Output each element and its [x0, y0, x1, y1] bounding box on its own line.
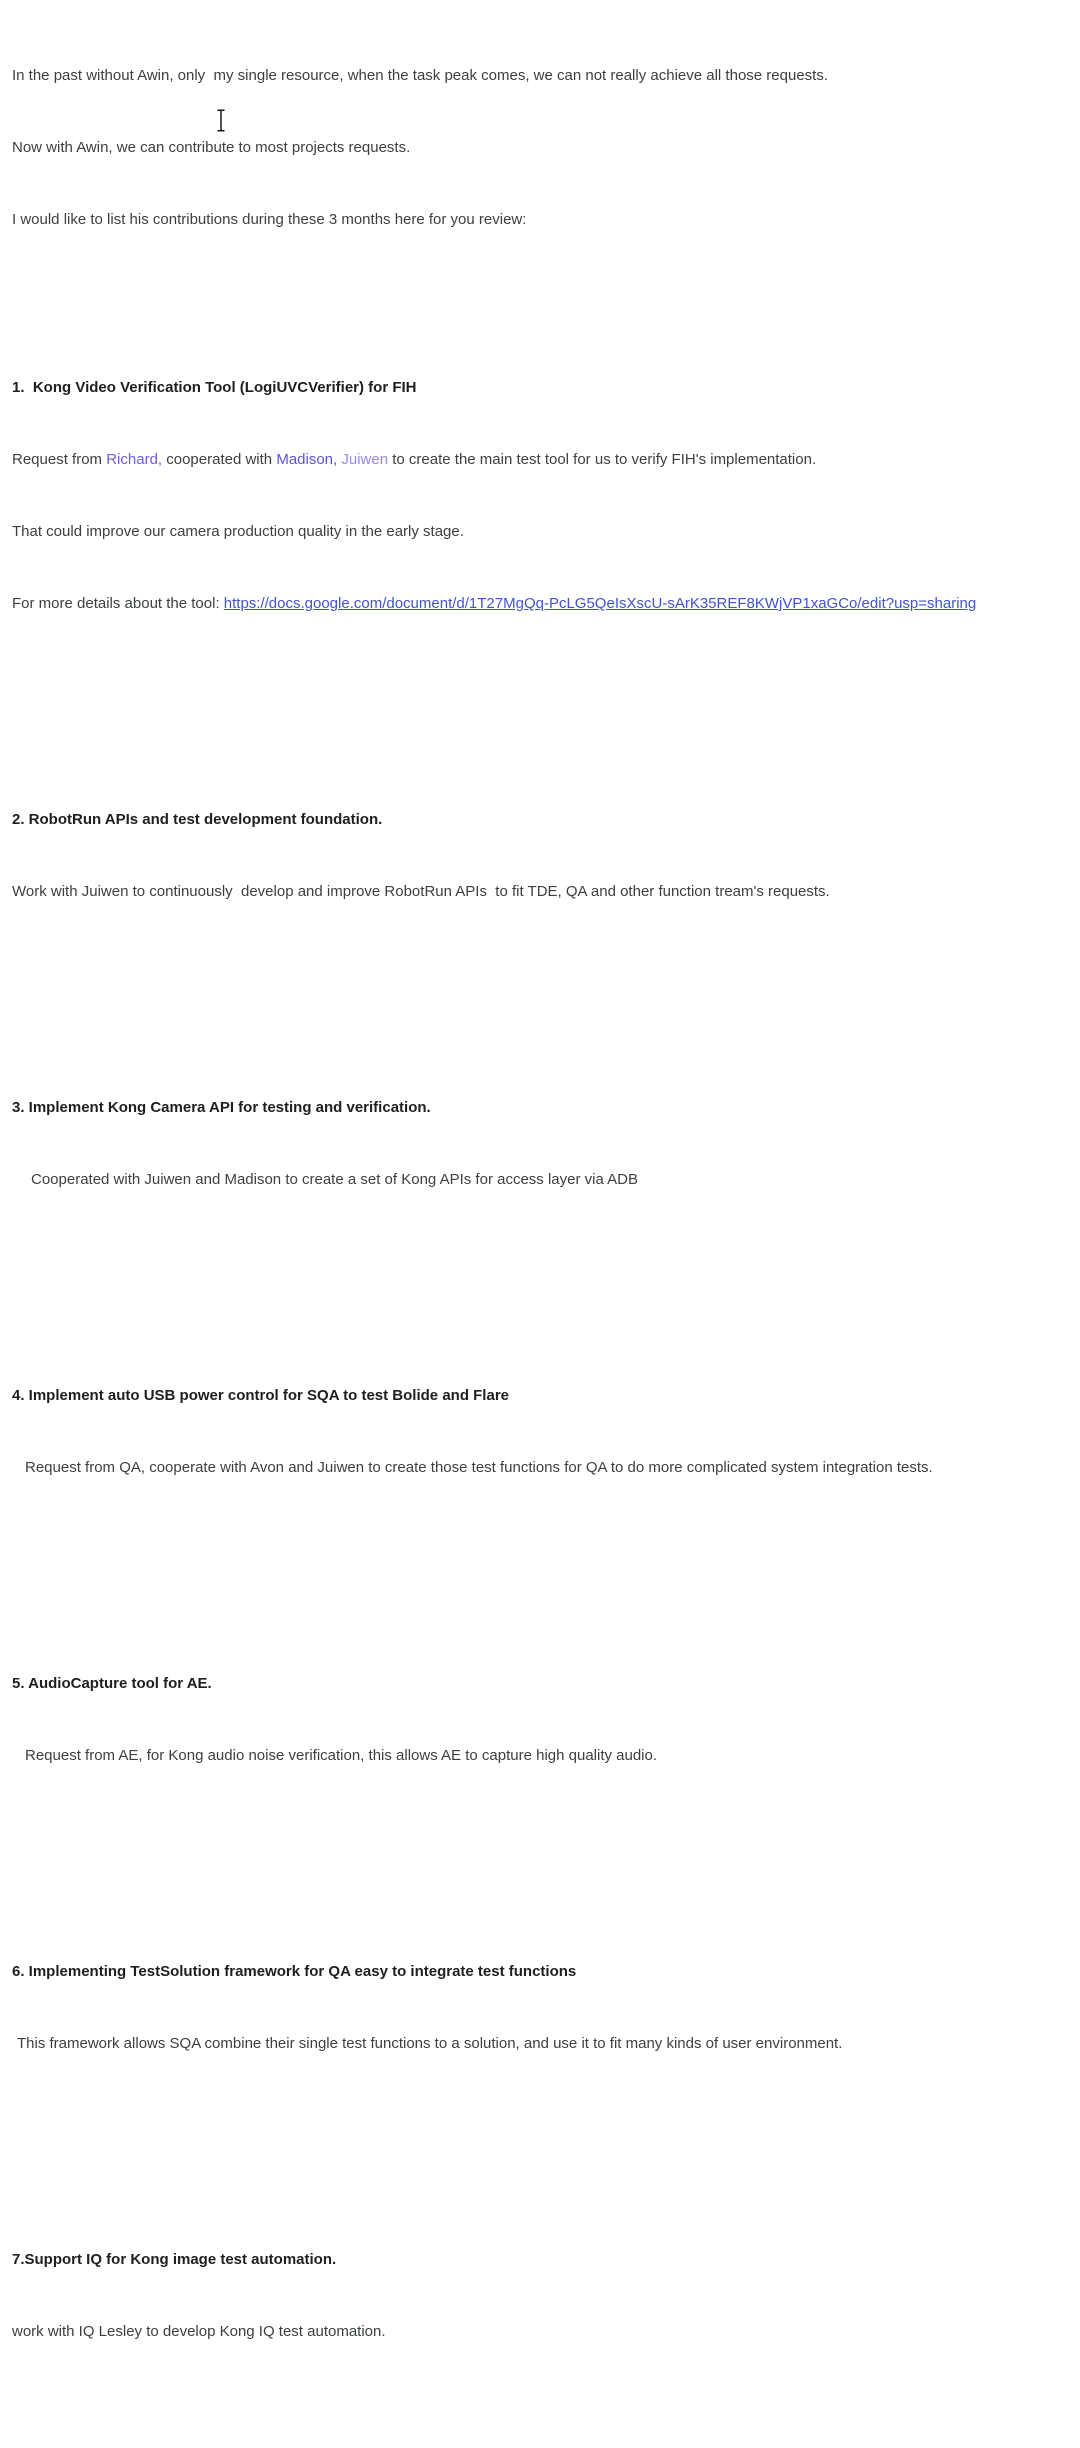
body-text: For more details about the tool: [12, 595, 224, 612]
section-1-heading: 1. Kong Video Verification Tool (LogiUVCVerifier) for FIH [12, 379, 417, 396]
mention-juiwen[interactable]: Juiwen [341, 451, 389, 468]
section-2 [12, 760, 1072, 952]
section-2-body: Work with Juiwen to continuously develop and improve RobotRun APIs to fit TDE, QA and other function tream's requests. [12, 883, 830, 900]
section-7-heading: 7.Support IQ for Kong image test automation. [12, 2251, 337, 2268]
section-7-body: work with IQ Lesley to develop Kong IQ test automation. [12, 2323, 386, 2340]
section-5-heading: 5. AudioCapture tool for AE. [12, 1675, 212, 1692]
section-2-heading: 2. RobotRun APIs and test development foundation. [12, 811, 383, 828]
section-4 [12, 1336, 1072, 1528]
intro-paragraph-line-3: I would like to list his contributions during these 3 months here for you review: [12, 211, 527, 228]
mention-madison[interactable]: Madison, [276, 451, 338, 468]
body-text: cooperated with [162, 451, 277, 468]
section-1-body-line-2: That could improve our camera production quality in the early stage. [12, 523, 464, 540]
google-doc-link[interactable]: https://docs.google.com/document/d/1T27MgQq-PcLG5QeIsXscU-sArK35REF8KWjVP1xaGCo/edit?usp=sharing [223, 595, 977, 612]
section-1-body-line-1 [12, 448, 1072, 472]
mention-richard[interactable]: Richard, [106, 451, 163, 468]
section-6 [12, 1912, 1072, 2104]
section-7 [12, 2200, 1072, 2392]
section-6-heading: 6. Implementing TestSolution framework for QA easy to integrate test functions [12, 1963, 577, 1980]
section-5-body: Request from AE, for Kong audio noise verification, this allows AE to capture high quality audio. [25, 1747, 658, 1764]
section-6-body: This framework allows SQA combine their single test functions to a solution, and use it to fit many kinds of user environment. [17, 2035, 843, 2052]
section-1 [12, 328, 1072, 664]
section-3-heading: 3. Implement Kong Camera API for testing and verification. [12, 1099, 431, 1116]
section-3 [12, 1048, 1072, 1240]
section-4-heading: 4. Implement auto USB power control for SQA to test Bolide and Flare [12, 1387, 509, 1404]
section-4-body: Request from QA, cooperate with Avon and Juiwen to create those test functions for QA to do more complicated system integration tests. [25, 1459, 933, 1476]
body-text: to create the main test tool for us to verify FIH's implementation. [388, 451, 817, 468]
section-3-body: Cooperated with Juiwen and Madison to create a set of Kong APIs for access layer via ADB [31, 1171, 638, 1188]
section-1-body-line-3 [12, 592, 1072, 616]
body-text: Request from [12, 451, 107, 468]
intro-paragraph-line-2: Now with Awin, we can contribute to most projects requests. [12, 139, 411, 156]
section-5 [12, 1624, 1072, 1816]
intro-paragraph-line-1: In the past without Awin, only my single resource, when the task peak comes, we can not really achieve all those requests. [12, 67, 828, 84]
